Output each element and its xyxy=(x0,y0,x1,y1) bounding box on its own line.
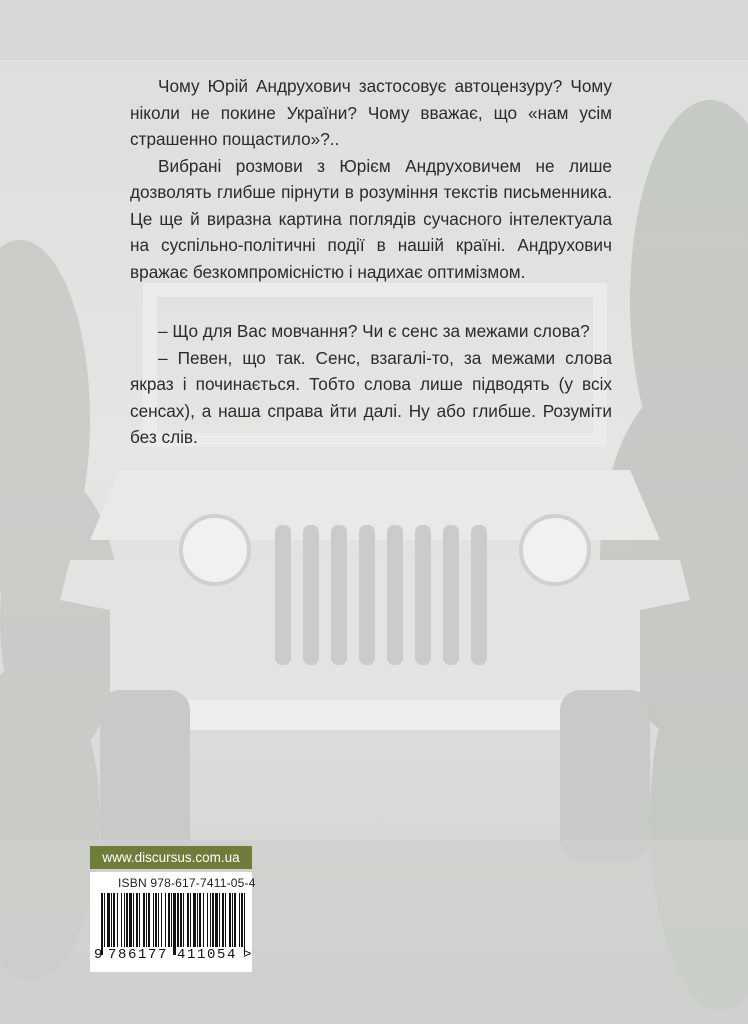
barcode-digit-end: > xyxy=(243,947,252,963)
headlight-right xyxy=(521,516,589,584)
publisher-url: www.discursus.com.ua xyxy=(90,846,252,869)
wheel-right xyxy=(560,690,650,860)
barcode-digit-first: 9 xyxy=(94,947,103,963)
intro-text xyxy=(130,73,612,285)
headlight-left xyxy=(181,516,249,584)
wheel-left xyxy=(100,690,190,860)
dialog-text xyxy=(130,318,612,451)
isbn-label: ISBN 978-617-7411-05-4 xyxy=(118,876,256,890)
intro-paragraph-1: Чому Юрій Андрухович застосовує автоцензуру? Чому ніколи не покине України? Чому вважає, що «нам усім страшенно пощастило»?.. xyxy=(130,76,612,149)
jeep-bumper xyxy=(130,700,620,730)
intro-paragraph-2: Вибрані розмови з Юрієм Андруховичем не лише дозволять глибше пірнути в розуміння текстів письменника. Це ще й виразна картина поглядів сучасного інтелектуала на суспільно-політичні події в нашій країні. Андрухович вражає безкомпромісністю і надихає оптимізмом. xyxy=(130,155,612,282)
dialog-answer: – Певен, що так. Сенс, взагалі-то, за межами слова якраз і починається. Тобто слова лише підводять (у всіх сенсах), а наша справа йти далі. Ну або глибше. Розуміти без слів. xyxy=(130,347,612,447)
barcode-digits-left: 786177 xyxy=(108,947,169,963)
barcode-digits-right: 411054 xyxy=(177,947,238,963)
dialog-question: – Що для Вас мовчання? Чи є сенс за межами слова? xyxy=(158,321,590,341)
